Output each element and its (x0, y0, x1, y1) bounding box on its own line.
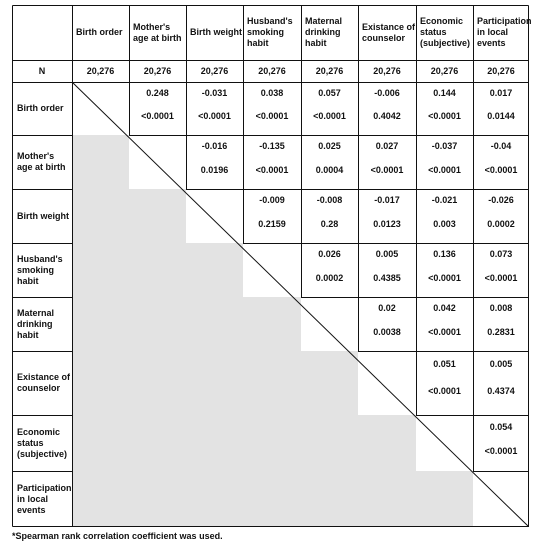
correlation-cell (473, 82, 529, 135)
column-header-label: Economic status (subjective) (420, 16, 471, 48)
row-header-label: Mother's age at birth (17, 151, 66, 172)
correlation-coefficient: 0.144 (433, 88, 456, 98)
p-value: 0.0196 (200, 165, 229, 175)
row-header (12, 82, 72, 135)
n-value: 20,276 (430, 65, 459, 76)
column-header (358, 5, 416, 60)
column-header (186, 5, 243, 60)
correlation-coefficient: 0.017 (489, 88, 513, 98)
p-value: 0.003 (433, 219, 456, 229)
correlation-coefficient: 0.051 (433, 359, 456, 369)
p-value: <0.0001 (484, 165, 518, 175)
n-value: 20,276 (86, 65, 115, 76)
n-value: 20,276 (258, 65, 286, 76)
p-value: 0.2159 (258, 219, 286, 229)
p-value: 0.4385 (373, 273, 401, 283)
row-header-label: Participation in local events (17, 482, 72, 515)
correlation-cell (301, 82, 358, 135)
column-header-label: Mother's age at birth (133, 21, 182, 43)
p-value: 0.4042 (373, 111, 401, 121)
correlation-cell (473, 351, 529, 415)
n-value: 20,276 (200, 65, 229, 76)
correlation-coefficient: 0.054 (489, 422, 513, 432)
correlation-cell (301, 243, 358, 297)
correlation-coefficient: 0.025 (318, 141, 341, 151)
correlation-cell (473, 189, 529, 243)
p-value: <0.0001 (255, 111, 289, 121)
row-header (12, 297, 72, 351)
correlation-coefficient: -0.037 (431, 141, 458, 151)
n-value: 20,276 (315, 65, 344, 76)
correlation-cell (358, 82, 416, 135)
correlation-cell (358, 297, 416, 351)
correlation-coefficient: 0.008 (489, 303, 513, 313)
p-value: <0.0001 (428, 327, 461, 337)
correlation-coefficient: 0.026 (318, 249, 341, 259)
p-value: 0.0038 (373, 327, 401, 337)
correlation-coefficient: 0.042 (433, 303, 456, 313)
row-header-label: Husband's smoking habit (17, 253, 63, 286)
correlation-coefficient: -0.031 (201, 88, 228, 98)
row-header (12, 415, 72, 471)
row-header-label: Existance of counselor (17, 372, 71, 393)
column-header (416, 5, 473, 60)
correlation-coefficient: 0.027 (375, 141, 399, 151)
correlation-coefficient: 0.005 (375, 249, 399, 259)
column-header (301, 5, 358, 60)
correlation-cell (416, 297, 473, 351)
row-header (12, 189, 72, 243)
n-label: N (38, 65, 46, 76)
p-value: <0.0001 (141, 111, 174, 121)
correlation-coefficient: 0.038 (260, 88, 284, 98)
n-value: 20,276 (487, 65, 515, 76)
row-header (12, 351, 72, 415)
p-value: <0.0001 (428, 386, 461, 396)
footnote: *Spearman rank correlation coefficient was used. (12, 531, 223, 541)
correlation-coefficient: 0.073 (489, 249, 513, 259)
correlation-coefficient: 0.136 (433, 249, 456, 259)
column-header (243, 5, 301, 60)
correlation-cell (243, 189, 301, 243)
p-value: 0.0004 (315, 165, 344, 175)
correlation-cell (358, 135, 416, 189)
column-header (129, 5, 186, 60)
correlation-cell (186, 135, 243, 189)
correlation-coefficient: 0.057 (318, 88, 341, 98)
correlation-cell (416, 135, 473, 189)
p-value: <0.0001 (428, 111, 461, 121)
correlation-coefficient: -0.008 (316, 195, 343, 205)
correlation-cell (473, 297, 529, 351)
p-value: <0.0001 (370, 165, 404, 175)
correlation-cell (358, 189, 416, 243)
correlation-cell (473, 243, 529, 297)
column-header-label: Participation in local events (477, 16, 532, 48)
column-header-label: Birth weight (190, 27, 242, 37)
n-value: 20,276 (143, 65, 172, 76)
correlation-coefficient: -0.009 (259, 195, 285, 205)
p-value: <0.0001 (428, 273, 461, 283)
p-value: <0.0001 (428, 165, 461, 175)
correlation-cell (416, 82, 473, 135)
correlation-coefficient: -0.135 (259, 141, 285, 151)
correlation-cell (416, 351, 473, 415)
column-header-label: Birth order (76, 27, 123, 37)
row-header-label: Birth order (17, 103, 64, 113)
n-value: 20,276 (373, 65, 401, 76)
column-header-label: Husband's smoking habit (247, 16, 293, 48)
correlation-cell (243, 135, 301, 189)
p-value: 0.28 (320, 219, 339, 229)
column-header-label: Existance of counselor (362, 21, 416, 43)
correlation-cell (473, 135, 529, 189)
p-value: <0.0001 (198, 111, 231, 121)
correlation-coefficient: 0.005 (489, 359, 513, 369)
correlation-coefficient: -0.04 (490, 141, 512, 151)
correlation-coefficient: -0.016 (201, 141, 228, 151)
correlation-coefficient: -0.021 (431, 195, 458, 205)
p-value: 0.0002 (315, 273, 344, 283)
p-value: 0.4374 (487, 386, 515, 396)
row-header (12, 243, 72, 297)
p-value: <0.0001 (484, 273, 518, 283)
correlation-coefficient: -0.017 (374, 195, 400, 205)
correlation-cell (416, 243, 473, 297)
correlation-coefficient: -0.026 (488, 195, 514, 205)
row-header-label: Economic status (subjective) (17, 426, 68, 459)
p-value: 0.0123 (373, 219, 401, 229)
row-header-label: Maternal drinking habit (17, 307, 55, 340)
correlation-cell (473, 415, 529, 471)
correlation-cell (129, 82, 186, 135)
correlation-cell (301, 135, 358, 189)
correlation-table (12, 5, 532, 527)
row-header-label: Birth weight (17, 210, 69, 221)
correlation-cell (358, 243, 416, 297)
row-header (12, 471, 72, 527)
correlation-cell (416, 189, 473, 243)
p-value: 0.0002 (487, 219, 515, 229)
p-value: 0.2831 (487, 327, 515, 337)
column-header (72, 5, 129, 60)
correlation-cell (243, 82, 301, 135)
correlation-cell (186, 82, 243, 135)
correlation-coefficient: 0.248 (146, 88, 169, 98)
p-value: <0.0001 (255, 165, 289, 175)
correlation-cell (301, 189, 358, 243)
row-header (12, 135, 72, 189)
column-header-label: Maternal drinking habit (305, 16, 343, 48)
correlation-coefficient: -0.006 (374, 88, 400, 98)
column-header (473, 5, 532, 60)
correlation-coefficient: 0.02 (378, 303, 396, 313)
p-value: <0.0001 (313, 111, 346, 121)
p-value: <0.0001 (484, 446, 518, 456)
p-value: 0.0144 (487, 111, 515, 121)
